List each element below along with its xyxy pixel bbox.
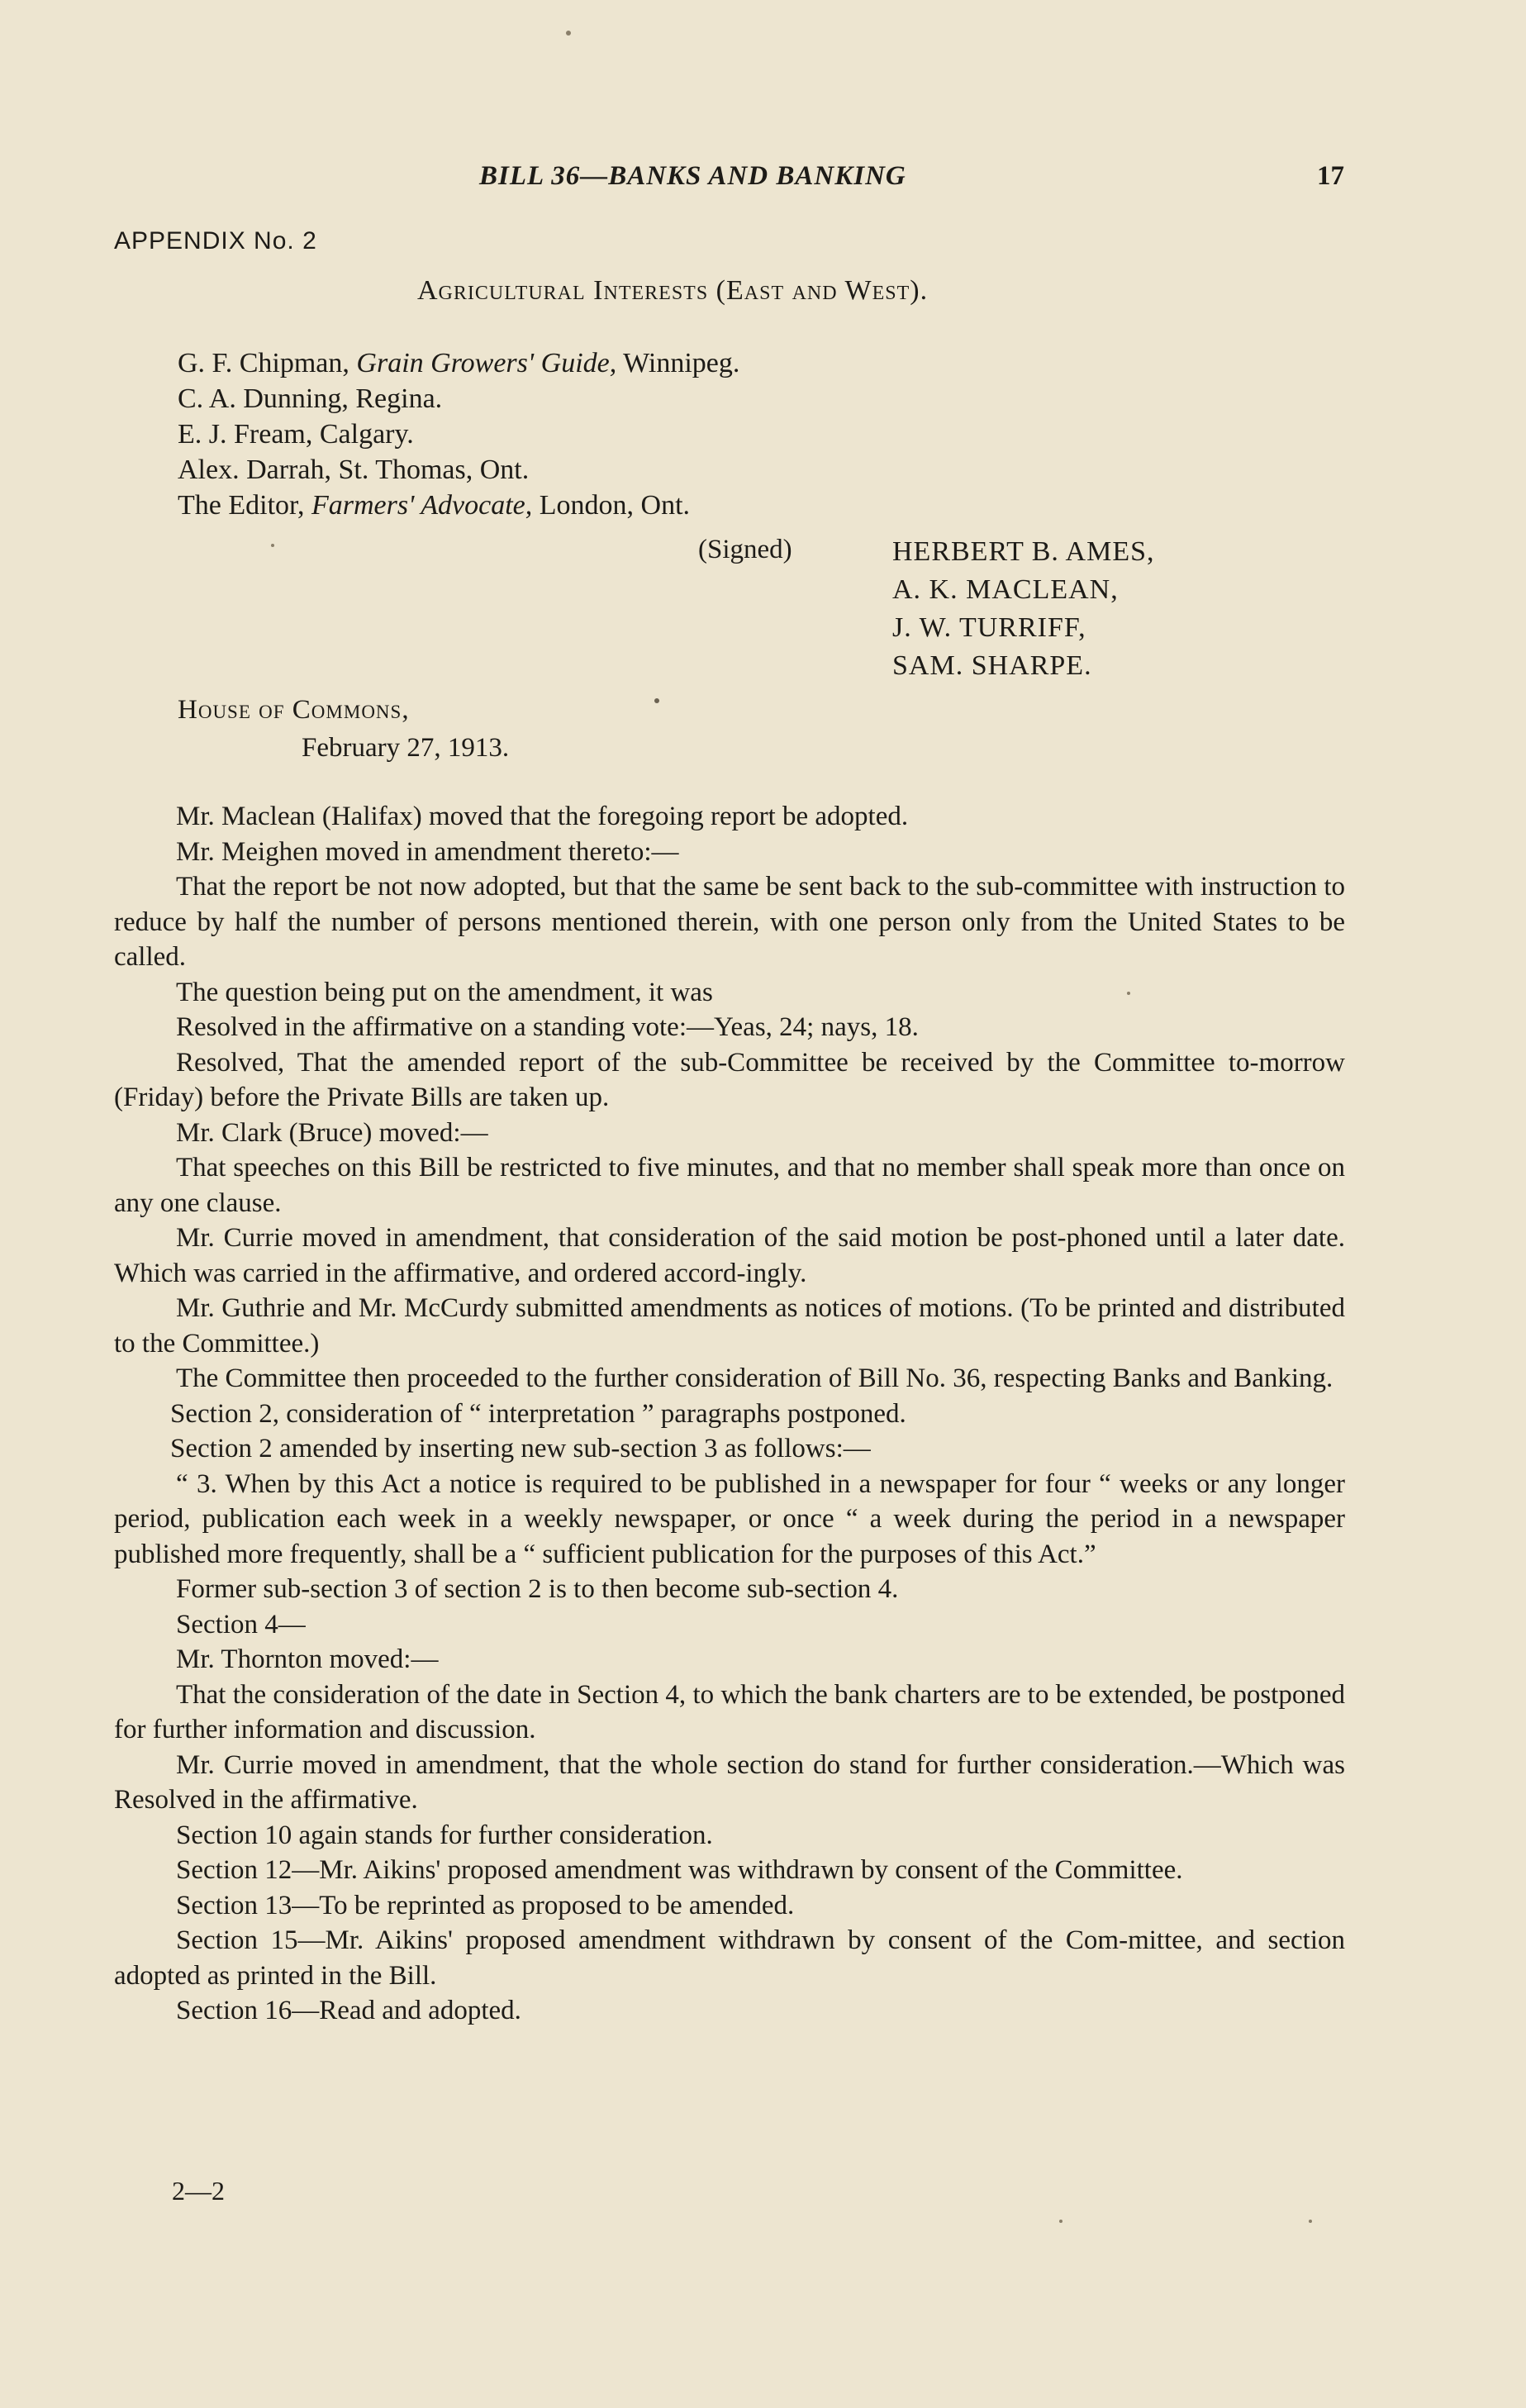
recipient-line [178,416,739,452]
recipient-line [178,452,739,488]
minutes-paragraph: Mr. Maclean (Halifax) moved that the foregoing report be adopted. [176,802,909,831]
recipient-text: E. J. Fream, Calgary. [178,419,414,450]
minutes-paragraph: The question being put on the amendment, it was [176,977,713,1007]
minutes-paragraph: Section 15—Mr. Aikins' proposed amendment withdrawn by consent of the Com-mittee, and section adopted as printed in the Bill. [114,1925,1345,1991]
minutes-paragraph: That the consideration of the date in Section 4, to which the bank charters are to be extended, be postponed for further information and discussion. [114,1679,1345,1744]
recipient-line [178,345,739,381]
minutes-paragraph: Section 4— [176,1609,306,1639]
minutes-body [114,799,1345,2029]
paper-speck [1309,2220,1312,2223]
recipient-location: London, Ont. [532,490,691,521]
minutes-paragraph: Mr. Currie moved in amendment, that consideration of the said motion be post-phoned until a later date. Which was carried in the affirmative, and ordered accord-ingly. [114,1223,1345,1288]
minutes-paragraph: Resolved, That the amended report of the sub-Committee be received by the Committee to-morrow (Friday) before the Private Bills are taken up. [114,1047,1345,1112]
minutes-paragraph: Section 10 again stands for further consideration. [176,1820,713,1850]
paper-speck [566,31,571,36]
signed-label: (Signed) [698,535,792,564]
paper-speck [654,698,659,703]
minutes-paragraph: The Committee then proceeded to the further consideration of Bill No. 36, respecting Banks and Banking. [176,1363,1333,1393]
recipient-text: G. F. Chipman, [178,348,357,378]
page-number: 17 [1317,161,1344,191]
recipient-text: Alex. Darrah, St. Thomas, Ont. [178,454,530,485]
minutes-paragraph: Mr. Thornton moved:— [176,1644,439,1674]
document-date: February 27, 1913. [302,733,510,763]
minutes-paragraph: Mr. Currie moved in amendment, that the whole section do stand for further consideration.—Which was Resolved in the affirmative. [114,1749,1345,1815]
section-title: Agricultural Interests (East and West). [417,275,929,306]
house-of-commons-label: House of Commons, [178,695,410,725]
minutes-paragraph: That the report be not now adopted, but that the same be sent back to the sub-committee with instruction to reduce by half the number of persons mentioned therein, with one person only from the United States to be called. [114,872,1345,972]
sheet-mark: 2—2 [172,2176,225,2206]
recipient-text: The Editor, [178,490,311,521]
minutes-paragraph: Mr. Clark (Bruce) moved:— [176,1117,488,1148]
minutes-paragraph: Section 2, consideration of “ interpretation ” paragraphs postponed. [170,1398,906,1429]
recipient-list [178,345,739,523]
running-title: BILL 36—BANKS AND BANKING [479,161,906,191]
minutes-paragraph: “ 3. When by this Act a notice is required to be published in a newspaper for four “ weeks or any longer period, publication each week in a weekly newspaper, or once “ a week during the period in a newspaper published more frequently, shall be a “ sufficient publication for the purposes of this Act.” [114,1468,1345,1569]
publication-name: Farmers' Advocate, [311,490,533,521]
minutes-paragraph: Section 13—To be reprinted as proposed to be amended. [176,1890,795,1920]
minutes-paragraph: That speeches on this Bill be restricted to five minutes, and that no member shall speak more than once on any one clause. [114,1153,1345,1218]
minutes-paragraph: Mr. Meighen moved in amendment thereto:— [176,836,679,867]
minutes-paragraph: Mr. Guthrie and Mr. McCurdy submitted amendments as notices of motions. (To be printed and distributed to the Committee.) [114,1293,1345,1359]
minutes-paragraph: Section 16—Read and adopted. [176,1996,521,2025]
minutes-paragraph: Section 2 amended by inserting new sub-section 3 as follows:— [170,1434,871,1463]
appendix-label: APPENDIX No. 2 [114,227,317,255]
recipient-location: Winnipeg. [616,348,740,378]
recipient-line [178,381,739,416]
paper-speck [271,544,274,547]
publication-name: Grain Growers' Guide, [356,348,617,378]
recipient-line [178,488,739,523]
minutes-paragraph: Former sub-section 3 of section 2 is to then become sub-section 4. [176,1574,899,1604]
minutes-paragraph: Resolved in the affirmative on a standing vote:—Yeas, 24; nays, 18. [176,1012,919,1042]
signatory-name: SAM. SHARPE. [892,650,1092,681]
signatory-name: A. K. MACLEAN, [892,574,1119,605]
minutes-paragraph: Section 12—Mr. Aikins' proposed amendment was withdrawn by consent of the Committee. [176,1855,1183,1885]
signatory-list [892,533,1155,685]
signatory-name: J. W. TURRIFF, [892,612,1086,643]
paper-speck [1059,2220,1062,2223]
recipient-text: C. A. Dunning, Regina. [178,383,443,414]
signatory-name: HERBERT B. AMES, [892,536,1155,567]
